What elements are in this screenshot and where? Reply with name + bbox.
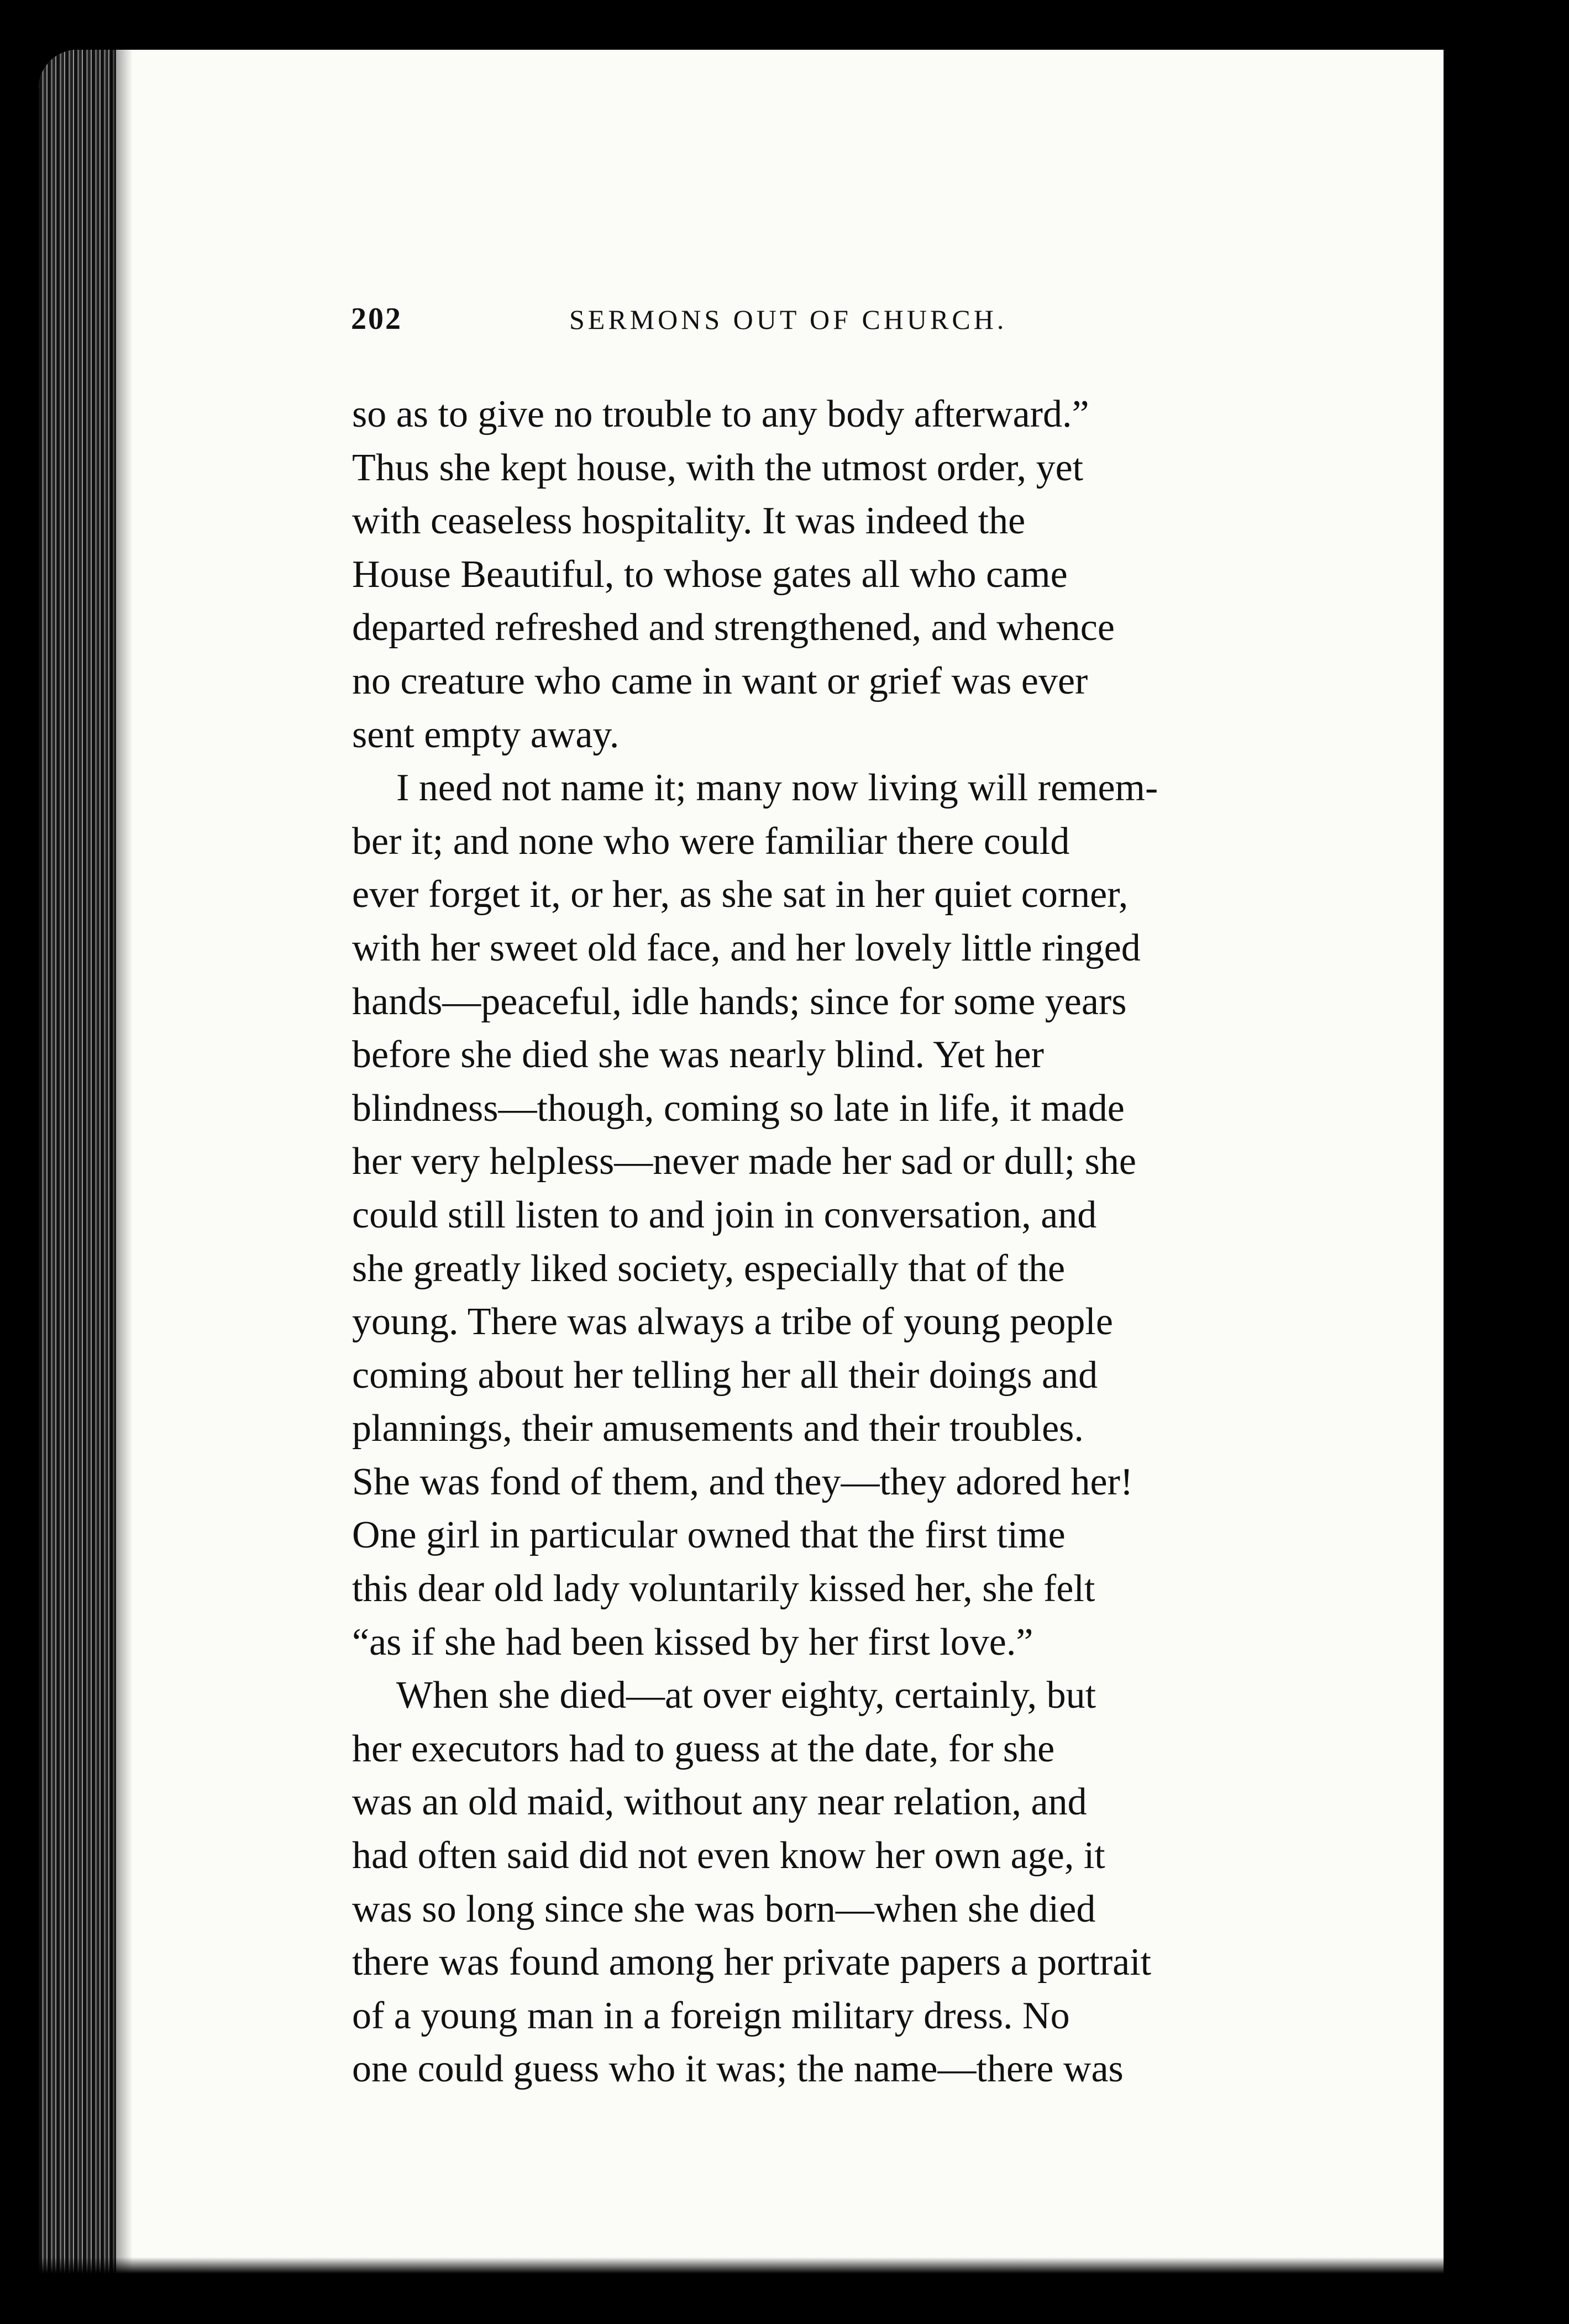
- text-line: of a young man in a foreign military dress. No: [352, 1994, 1070, 2037]
- text-line: ber it; and none who were familiar there could: [352, 820, 1070, 863]
- book-page: [39, 50, 1509, 2283]
- running-title: SERMONS OUT OF CHURCH.: [569, 304, 1007, 335]
- text-line: “as if she had been kissed by her first love.”: [352, 1620, 1033, 1664]
- text-line: this dear old lady voluntarily kissed her, she felt: [352, 1567, 1095, 1610]
- text-line: ever forget it, or her, as she sat in her quiet corner,: [352, 873, 1129, 916]
- page-number: 202: [351, 302, 402, 336]
- text-line: was an old maid, without any near relation, and: [352, 1781, 1087, 1824]
- text-line: When she died—at over eighty, certainly, but: [396, 1674, 1096, 1717]
- text-line: there was found among her private papers a portrait: [352, 1941, 1152, 1984]
- text-line: was so long since she was born—when she died: [352, 1887, 1096, 1930]
- text-line: she greatly liked society, especially that of the: [352, 1247, 1066, 1290]
- text-line: sent empty away.: [352, 713, 620, 756]
- gutter-shadow: [111, 50, 133, 2283]
- binding-gutter: [39, 50, 116, 2283]
- paragraph: [352, 762, 1329, 1669]
- text-line: I need not name it; many now living will remem-: [396, 767, 1158, 810]
- text-line: her executors had to guess at the date, for she: [352, 1727, 1055, 1770]
- text-line: young. There was always a tribe of young people: [352, 1300, 1113, 1344]
- text-line: hands—peaceful, idle hands; since for some years: [352, 980, 1127, 1023]
- text-line: One girl in particular owned that the first time: [352, 1514, 1066, 1557]
- text-line: before she died she was nearly blind. Yet her: [352, 1034, 1044, 1077]
- text-line: Thus she kept house, with the utmost order, yet: [352, 446, 1084, 489]
- text-line: blindness—though, coming so late in life, it made: [352, 1087, 1125, 1130]
- text-line: House Beautiful, to whose gates all who came: [352, 553, 1068, 596]
- text-line: had often said did not even know her own age, it: [352, 1834, 1105, 1877]
- text-line: could still listen to and join in conversation, and: [352, 1193, 1097, 1236]
- text-line: so as to give no trouble to any body afterward.”: [352, 393, 1089, 436]
- text-line: She was fond of them, and they—they adored her!: [352, 1460, 1134, 1503]
- text-line: coming about her telling her all their doings and: [352, 1354, 1098, 1397]
- right-page-edge: [1444, 50, 1509, 2283]
- text-line: no creature who came in want or grief was ever: [352, 659, 1088, 702]
- text-line: plannings, their amusements and their troubles.: [352, 1407, 1084, 1450]
- body-text: [352, 388, 1329, 2096]
- paragraph: [352, 388, 1329, 762]
- text-line: with ceaseless hospitality. It was indeed the: [352, 500, 1026, 543]
- text-line: her very helpless—never made her sad or dull; she: [352, 1140, 1136, 1183]
- bottom-page-edge: [39, 2257, 1509, 2283]
- text-line: with her sweet old face, and her lovely little ringed: [352, 926, 1141, 969]
- text-line: one could guess who it was; the name—there was: [352, 2048, 1124, 2091]
- running-head: [351, 301, 1103, 340]
- text-line: departed refreshed and strengthened, and whence: [352, 606, 1115, 649]
- paragraph: [352, 1669, 1329, 2096]
